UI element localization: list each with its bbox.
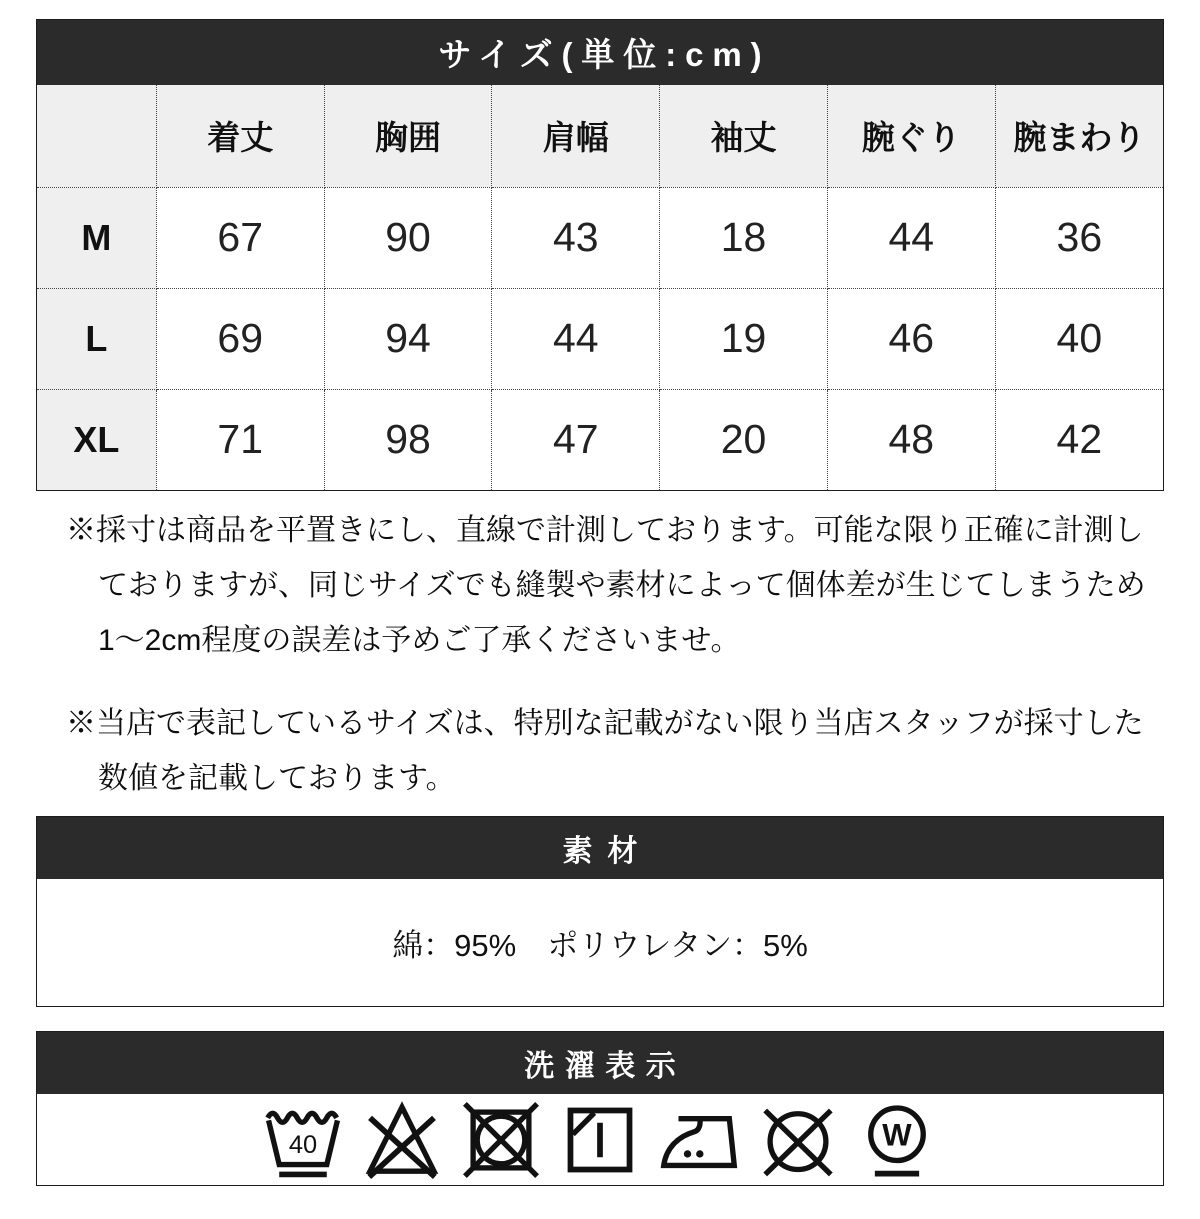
size-row-label: L <box>37 288 156 389</box>
size-cell: 19 <box>660 288 828 389</box>
wash-section <box>36 1031 1164 1186</box>
note-line: 数値を記載しております。 <box>98 762 456 795</box>
size-cell: 44 <box>827 187 995 288</box>
size-row-label: M <box>37 187 156 288</box>
hang-dry-in-shade-icon <box>558 1099 642 1181</box>
size-row-label: XL <box>37 389 156 490</box>
size-cell: 94 <box>324 288 492 389</box>
column-header-chest: 胸囲 <box>324 85 492 187</box>
size-cell: 67 <box>156 187 324 288</box>
svg-text:40: 40 <box>288 1130 318 1159</box>
iron-medium-heat-icon <box>657 1099 741 1181</box>
size-cell: 43 <box>492 187 660 288</box>
size-cell: 46 <box>827 288 995 389</box>
size-cell: 48 <box>827 389 995 490</box>
size-cell: 71 <box>156 389 324 490</box>
size-row-l <box>37 288 1163 389</box>
note-line: ※採寸は商品を平置きにし、直線で計測しております。可能な限り正確に計測し <box>66 514 1144 547</box>
column-header-arm-circumference: 腕まわり <box>995 85 1163 187</box>
staff-measured-note <box>66 696 1164 806</box>
column-header-armhole: 腕ぐり <box>827 85 995 187</box>
do-not-dry-clean-icon <box>756 1099 840 1181</box>
size-section-title: サイズ(単位:cm) <box>37 20 1163 85</box>
note-line: ておりますが、同じサイズでも縫製や素材によって個体差が生じてしまうため <box>98 569 1146 602</box>
corner-cell <box>37 85 156 187</box>
do-not-tumble-dry-icon <box>459 1099 543 1181</box>
column-header-length: 着丈 <box>156 85 324 187</box>
size-cell: 98 <box>324 389 492 490</box>
size-row-xl <box>37 389 1163 490</box>
notes <box>36 503 1164 806</box>
column-header-shoulder: 肩幅 <box>492 85 660 187</box>
size-cell: 42 <box>995 389 1163 490</box>
size-cell: 40 <box>995 288 1163 389</box>
size-cell: 18 <box>660 187 828 288</box>
svg-text:W: W <box>882 1117 912 1153</box>
size-cell: 20 <box>660 389 828 490</box>
care-symbols-row <box>37 1094 1163 1185</box>
note-line: 1〜2cm程度の誤差は予めご了承くださいませ。 <box>98 624 741 657</box>
do-not-bleach-icon <box>360 1099 444 1181</box>
size-section <box>36 19 1164 491</box>
size-cell: 69 <box>156 288 324 389</box>
note-line: ※当店で表記しているサイズは、特別な記載がない限り当店スタッフが採寸した <box>66 707 1144 740</box>
size-cell: 47 <box>492 389 660 490</box>
product-size-info-page <box>36 19 1164 1186</box>
material-section-title: 素材 <box>37 817 1163 879</box>
size-cell: 36 <box>995 187 1163 288</box>
size-cell: 90 <box>324 187 492 288</box>
column-header-sleeve: 袖丈 <box>660 85 828 187</box>
size-row-m <box>37 187 1163 288</box>
measurement-note <box>66 503 1164 668</box>
wash-section-title: 洗濯表示 <box>37 1032 1163 1094</box>
material-section <box>36 816 1164 1007</box>
size-table <box>37 85 1163 490</box>
wet-clean-gentle-icon <box>855 1099 939 1181</box>
size-table-header-row <box>37 85 1163 187</box>
size-cell: 44 <box>492 288 660 389</box>
material-composition: 綿：95% ポリウレタン：5% <box>37 879 1163 1006</box>
wash-40-gentle-icon <box>261 1099 345 1181</box>
